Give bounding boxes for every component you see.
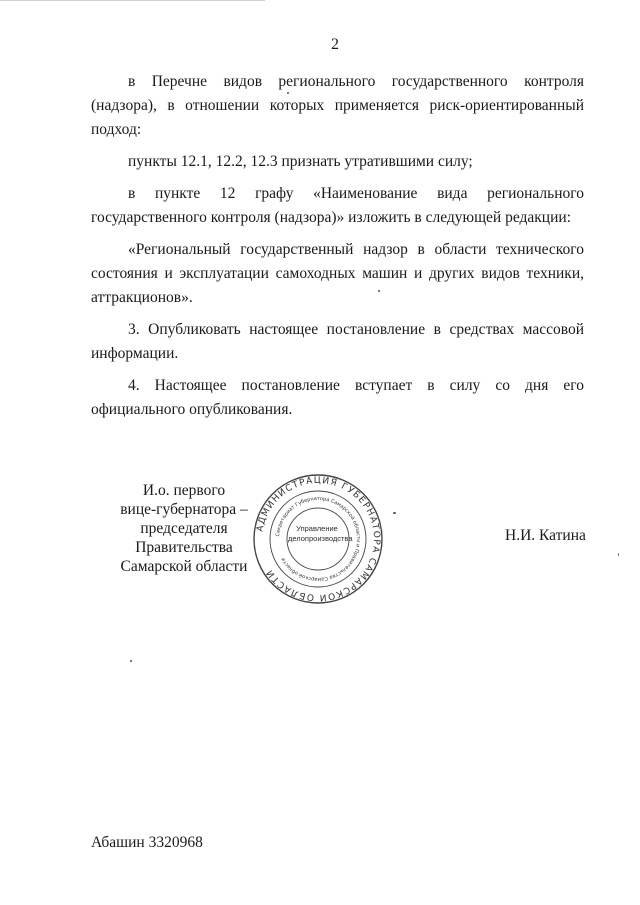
scan-speck — [130, 660, 132, 662]
scan-speck — [393, 512, 396, 514]
official-stamp — [252, 473, 384, 605]
paragraph-effective: 4. Настоящее постановление вступает в силу со дня его официального опубликования. — [91, 377, 584, 418]
stamp-center-line: делопроизводства — [288, 534, 353, 543]
scan-speck — [378, 290, 380, 292]
signatory-position-line: Самарской области — [120, 558, 248, 575]
signatory-position — [91, 481, 277, 576]
scan-speck — [618, 553, 619, 556]
page-number: 2 — [331, 36, 339, 53]
scan-edge-line — [0, 0, 265, 1]
scan-speck — [287, 92, 289, 94]
executor-note: Абашин 3320968 — [91, 834, 203, 851]
signatory-position-line: вице-губернатора – — [120, 501, 248, 518]
stamp-inner-text: Секретариат Губернатора Самарской области и Правительства Самарской области — [275, 495, 362, 583]
paragraph-punkty: пункты 12.1, 12.2, 12.3 признать утратившими силу; — [128, 153, 473, 170]
document-body — [91, 70, 584, 430]
signatory-position-line: И.о. первого — [142, 482, 226, 499]
paragraph-new-wording: «Региональный государственный надзор в области технического состояния и эксплуатации самоходных машин и других видов техники, аттракционов». — [91, 241, 584, 306]
signatory-position-line: председателя Правительства — [135, 520, 233, 556]
stamp-outer-text: АДМИНИСТРАЦИЯ ГУБЕРНАТОРА САМАРСКОЙ ОБЛАСТИ — [255, 475, 382, 603]
paragraph-perechen: в Перечне видов регионального государственного контроля (надзора), в отношении которых применяется риск-ориентированный подход: — [91, 73, 584, 138]
stamp-center-label — [288, 524, 353, 544]
paragraph-publish: 3. Опубликовать настоящее постановление в средствах массовой информации. — [91, 321, 584, 362]
signatory-name: Н.И. Катина — [505, 527, 586, 544]
paragraph-punkt-12: в пункте 12 графу «Наименование вида регионального государственного контроля (надзора)» изложить в следующей редакции: — [91, 185, 584, 226]
stamp-center-line: Управление — [296, 524, 338, 533]
